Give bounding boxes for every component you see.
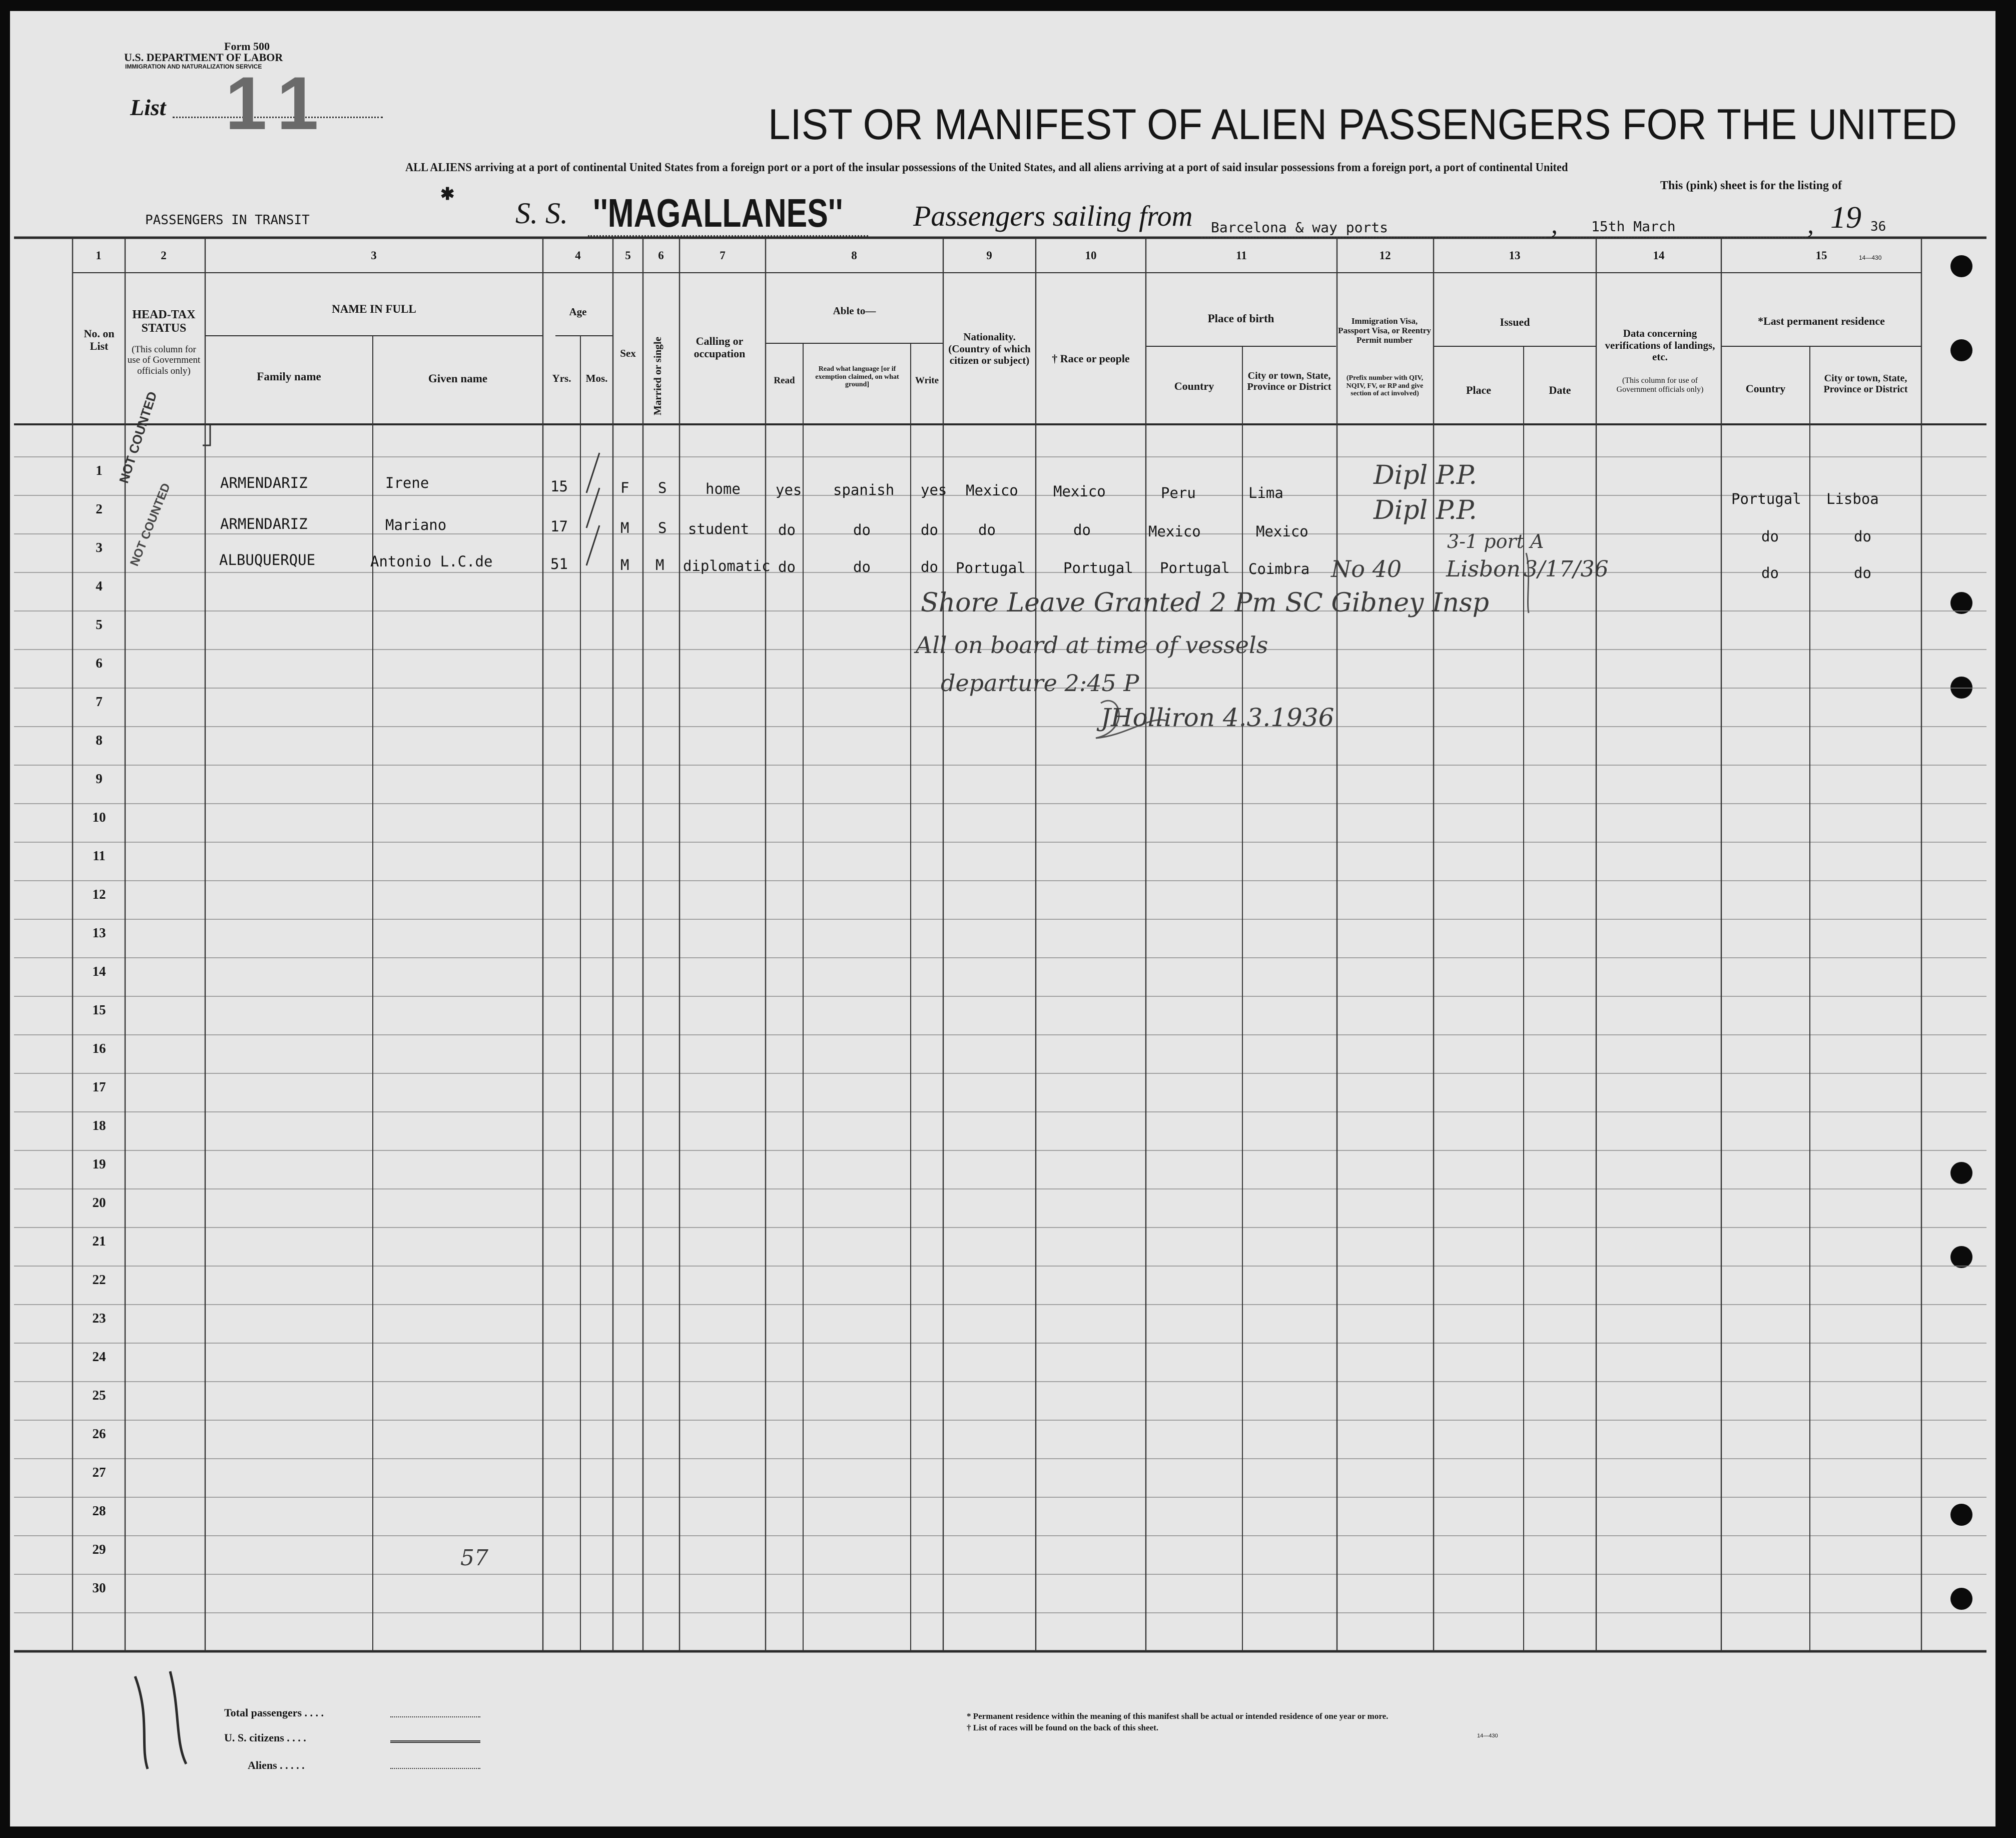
visa-number: No 40 <box>1331 555 1402 582</box>
row-number: 16 <box>92 1041 106 1056</box>
row-number: 5 <box>96 617 103 632</box>
row-number: 4 <box>96 578 103 593</box>
header-given-name: Given name <box>428 372 488 385</box>
nationality: Portugal <box>956 559 1026 576</box>
occupation: diplomatic <box>683 557 771 574</box>
header-res-city: City or town, State, Province or District <box>1823 373 1908 395</box>
header-yrs: Yrs. <box>552 372 571 384</box>
header-data-concerning: Data concerning verifications of landings, etc. <box>1605 327 1715 363</box>
header-data-note: (This column for use of Government officials only) <box>1616 376 1704 394</box>
row-number: 13 <box>92 925 106 940</box>
column-number: 5 <box>625 249 631 262</box>
row-number: 22 <box>92 1272 106 1287</box>
residence-country: Portugal <box>1731 490 1801 507</box>
column-number: 12 <box>1379 249 1391 262</box>
can-write: do <box>921 558 938 575</box>
birth-country: Peru <box>1161 484 1196 501</box>
footnote-races: † List of races will be found on the back of this sheet. <box>967 1723 1158 1732</box>
sailing-date: 15th March <box>1591 218 1676 235</box>
marital-status: S <box>658 519 667 536</box>
header-calling: Calling or occupation <box>694 335 746 360</box>
header-last-residence: *Last permanent residence <box>1758 315 1885 327</box>
form-number: Form 500 <box>224 40 270 53</box>
sex: M <box>620 556 629 573</box>
can-write: do <box>921 521 938 538</box>
row-number: 7 <box>96 694 103 709</box>
sex: M <box>620 519 629 536</box>
row-number: 14 <box>92 964 106 979</box>
occupation: home <box>706 480 741 497</box>
header-read: Read <box>774 375 795 386</box>
margin-scrawl: 57 <box>460 1545 488 1571</box>
aliens-label: Aliens . . . . . <box>248 1759 305 1771</box>
count-mark <box>198 1691 213 1705</box>
header-head-tax: HEAD-TAX STATUS <box>132 308 196 335</box>
row-number: 27 <box>92 1465 106 1480</box>
header-pob-country: Country <box>1174 380 1214 392</box>
ship-underline <box>588 235 868 237</box>
family-name: ARMENDARIZ <box>220 515 308 532</box>
transit-note: PASSENGERS IN TRANSIT <box>145 213 310 228</box>
sex: F <box>620 479 629 496</box>
row-number: 10 <box>92 810 106 825</box>
row-number: 20 <box>92 1195 106 1210</box>
residence-country: do <box>1761 564 1779 581</box>
port-underline <box>1201 237 1546 238</box>
departure-note: departure 2:45 P <box>941 670 1139 697</box>
year-suffix: 36 <box>1870 219 1886 234</box>
us-citizens-label: U. S. citizens . . . . <box>224 1731 306 1744</box>
column-number: 7 <box>720 249 726 262</box>
service-name: IMMIGRATION AND NATURALIZATION SERVICE <box>125 63 262 70</box>
header-visa: Immigration Visa, Passport Visa, or Reentry Permit number <box>1338 316 1431 345</box>
header-mos: Mos. <box>585 372 608 384</box>
transit-mark: ✱ <box>440 185 455 204</box>
row-number: 23 <box>92 1311 106 1326</box>
issue-date: 3/17/36 <box>1524 556 1609 582</box>
age-years: 17 <box>550 518 568 535</box>
manifest-title: LIST OR MANIFEST OF ALIEN PASSENGERS FOR THE UNITED <box>768 101 1957 149</box>
column-number: 11 <box>1236 249 1247 262</box>
race: Portugal <box>1063 559 1133 576</box>
column-number: 10 <box>1085 249 1097 262</box>
column-number: 13 <box>1509 249 1521 262</box>
can-write: yes <box>921 481 947 498</box>
row-number: 17 <box>92 1079 106 1094</box>
visa-note-row-3: 3-1 port A <box>1447 530 1544 552</box>
column-number: 14 <box>1653 249 1665 262</box>
birth-city: Coimbra <box>1248 560 1310 577</box>
header-sex: Sex <box>620 347 636 359</box>
list-label: List <box>130 95 166 120</box>
row-number: 2 <box>96 501 103 516</box>
given-name: Mariano <box>385 516 447 533</box>
footnote-code: 14—430 <box>1477 1733 1498 1739</box>
visa-note-row-1: Dipl P.P. <box>1374 460 1477 490</box>
list-number-stamp: 11 <box>225 61 333 145</box>
instruction-line-1: ALL ALIENS arriving at a port of continental United States from a foreign port or a port of the insular possessions of the United States, and all aliens arriving at a port of said insular possessions from a foreign port, a port of continental United <box>405 161 1568 174</box>
birth-country: Mexico <box>1148 523 1201 540</box>
row-number: 3 <box>96 540 103 555</box>
read-language: spanish <box>833 481 895 498</box>
aliens-line <box>390 1768 480 1769</box>
from-port: Barcelona & way ports <box>1211 219 1389 236</box>
row-number: 9 <box>96 771 103 786</box>
can-read: yes <box>776 481 802 498</box>
us-citizens-line <box>390 1740 480 1743</box>
row-number: 28 <box>92 1503 106 1518</box>
header-no-on-list: No. on List <box>84 327 115 352</box>
department-name: U.S. DEPARTMENT OF LABOR <box>124 51 283 64</box>
on-board-note: All on board at time of vessels <box>916 632 1268 659</box>
row-number: 6 <box>96 656 103 671</box>
column-number: 15 <box>1815 249 1827 262</box>
header-pob-city: City or town, State, Province or District <box>1247 370 1331 393</box>
ship-prefix: S. S. <box>515 197 568 230</box>
row-number: 30 <box>92 1580 106 1595</box>
row-number: 8 <box>96 733 103 748</box>
header-family-name: Family name <box>257 370 321 383</box>
residence-country: do <box>1761 528 1779 545</box>
shore-leave-note: Shore Leave Granted 2 Pm SC Gibney Insp <box>921 588 1489 618</box>
marital-status: M <box>655 556 664 573</box>
column-number: 2 <box>161 249 167 262</box>
date-underline <box>1571 237 1806 238</box>
residence-city: do <box>1854 564 1871 581</box>
column-number: 3 <box>371 249 377 262</box>
header-married-single: Married or single <box>651 336 663 415</box>
not-counted-stamp: NOT COUNTED <box>116 389 160 485</box>
instruction-line-2: This (pink) sheet is for the listing of <box>1660 179 1842 192</box>
comma-1: , <box>1551 211 1558 239</box>
header-nationality: Nationality. (Country of which citizen or subject) <box>948 331 1031 367</box>
residence-city: Lisboa <box>1826 490 1879 507</box>
issue-place: Lisbon <box>1446 556 1521 582</box>
race: Mexico <box>1053 483 1106 500</box>
year-prefix: 19 <box>1830 201 1861 235</box>
header-able-to: Able to— <box>833 305 876 317</box>
row-number: 29 <box>92 1542 106 1557</box>
age-years: 15 <box>550 478 568 495</box>
marital-status: S <box>658 479 667 496</box>
header-write: Write <box>915 375 939 386</box>
age-years: 51 <box>550 555 568 572</box>
race: do <box>1073 521 1091 538</box>
header-head-tax-note: (This column for use of Government officials only) <box>127 344 201 376</box>
header-issued-place: Place <box>1466 384 1492 396</box>
header-race: † Race or people <box>1052 352 1130 365</box>
header-read-language: Read what language [or if exemption claimed, on what ground] <box>815 365 899 389</box>
row-number: 21 <box>92 1234 106 1249</box>
row-number: 26 <box>92 1426 106 1441</box>
column-number: 8 <box>851 249 857 262</box>
header-issued-date: Date <box>1549 384 1571 396</box>
birth-city: Mexico <box>1256 523 1308 540</box>
row-number: 18 <box>92 1118 106 1133</box>
given-name: Irene <box>385 474 429 491</box>
inspector-signature: JHolliron 4.3.1936 <box>1101 703 1334 732</box>
header-res-country: Country <box>1745 382 1786 395</box>
header-age: Age <box>569 306 587 318</box>
given-name: Antonio L.C.de <box>370 553 493 570</box>
column-number: 4 <box>575 249 581 262</box>
row-number: 19 <box>92 1156 106 1171</box>
column-number: 1 <box>96 249 102 262</box>
occupation: student <box>688 520 750 537</box>
column-number: 6 <box>658 249 664 262</box>
total-passengers-label: Total passengers . . . . <box>224 1706 324 1719</box>
not-counted-stamp: NOT COUNTED <box>128 481 173 568</box>
header-issued: Issued <box>1500 316 1530 328</box>
read-language: do <box>853 521 871 538</box>
row-number: 24 <box>92 1349 106 1364</box>
nationality: do <box>978 521 996 538</box>
header-name-in-full: NAME IN FULL <box>332 303 416 315</box>
birth-city: Lima <box>1248 484 1283 501</box>
total-passengers-line <box>390 1716 480 1717</box>
birth-country: Portugal <box>1160 559 1230 576</box>
row-number: 11 <box>93 848 106 863</box>
row-number: 25 <box>92 1388 106 1403</box>
row-number: 1 <box>96 463 103 478</box>
header-place-of-birth: Place of birth <box>1207 312 1274 325</box>
read-language: do <box>853 558 871 575</box>
row-number: 15 <box>92 1002 106 1017</box>
visa-note-row-2: Dipl P.P. <box>1374 495 1477 525</box>
footnote-residence: * Permanent residence within the meaning of this manifest shall be actual or intended residence of one year or more. <box>967 1711 1389 1721</box>
family-name: ALBUQUERQUE <box>219 551 316 568</box>
ship-name: ''MAGALLANES'' <box>593 191 843 235</box>
comma-2: , <box>1807 211 1814 239</box>
residence-city: do <box>1854 528 1871 545</box>
sailing-label: Passengers sailing from <box>913 200 1193 232</box>
can-read: do <box>778 521 796 538</box>
header-visa-note: (Prefix number with QIV, NQIV, FV, or RP and give section of act involved) <box>1346 374 1424 398</box>
family-name: ARMENDARIZ <box>220 474 308 491</box>
can-read: do <box>778 558 796 575</box>
column-number: 9 <box>986 249 992 262</box>
nationality: Mexico <box>966 482 1018 499</box>
row-number: 12 <box>92 887 106 902</box>
form-code-top: 14—430 <box>1859 254 1882 261</box>
